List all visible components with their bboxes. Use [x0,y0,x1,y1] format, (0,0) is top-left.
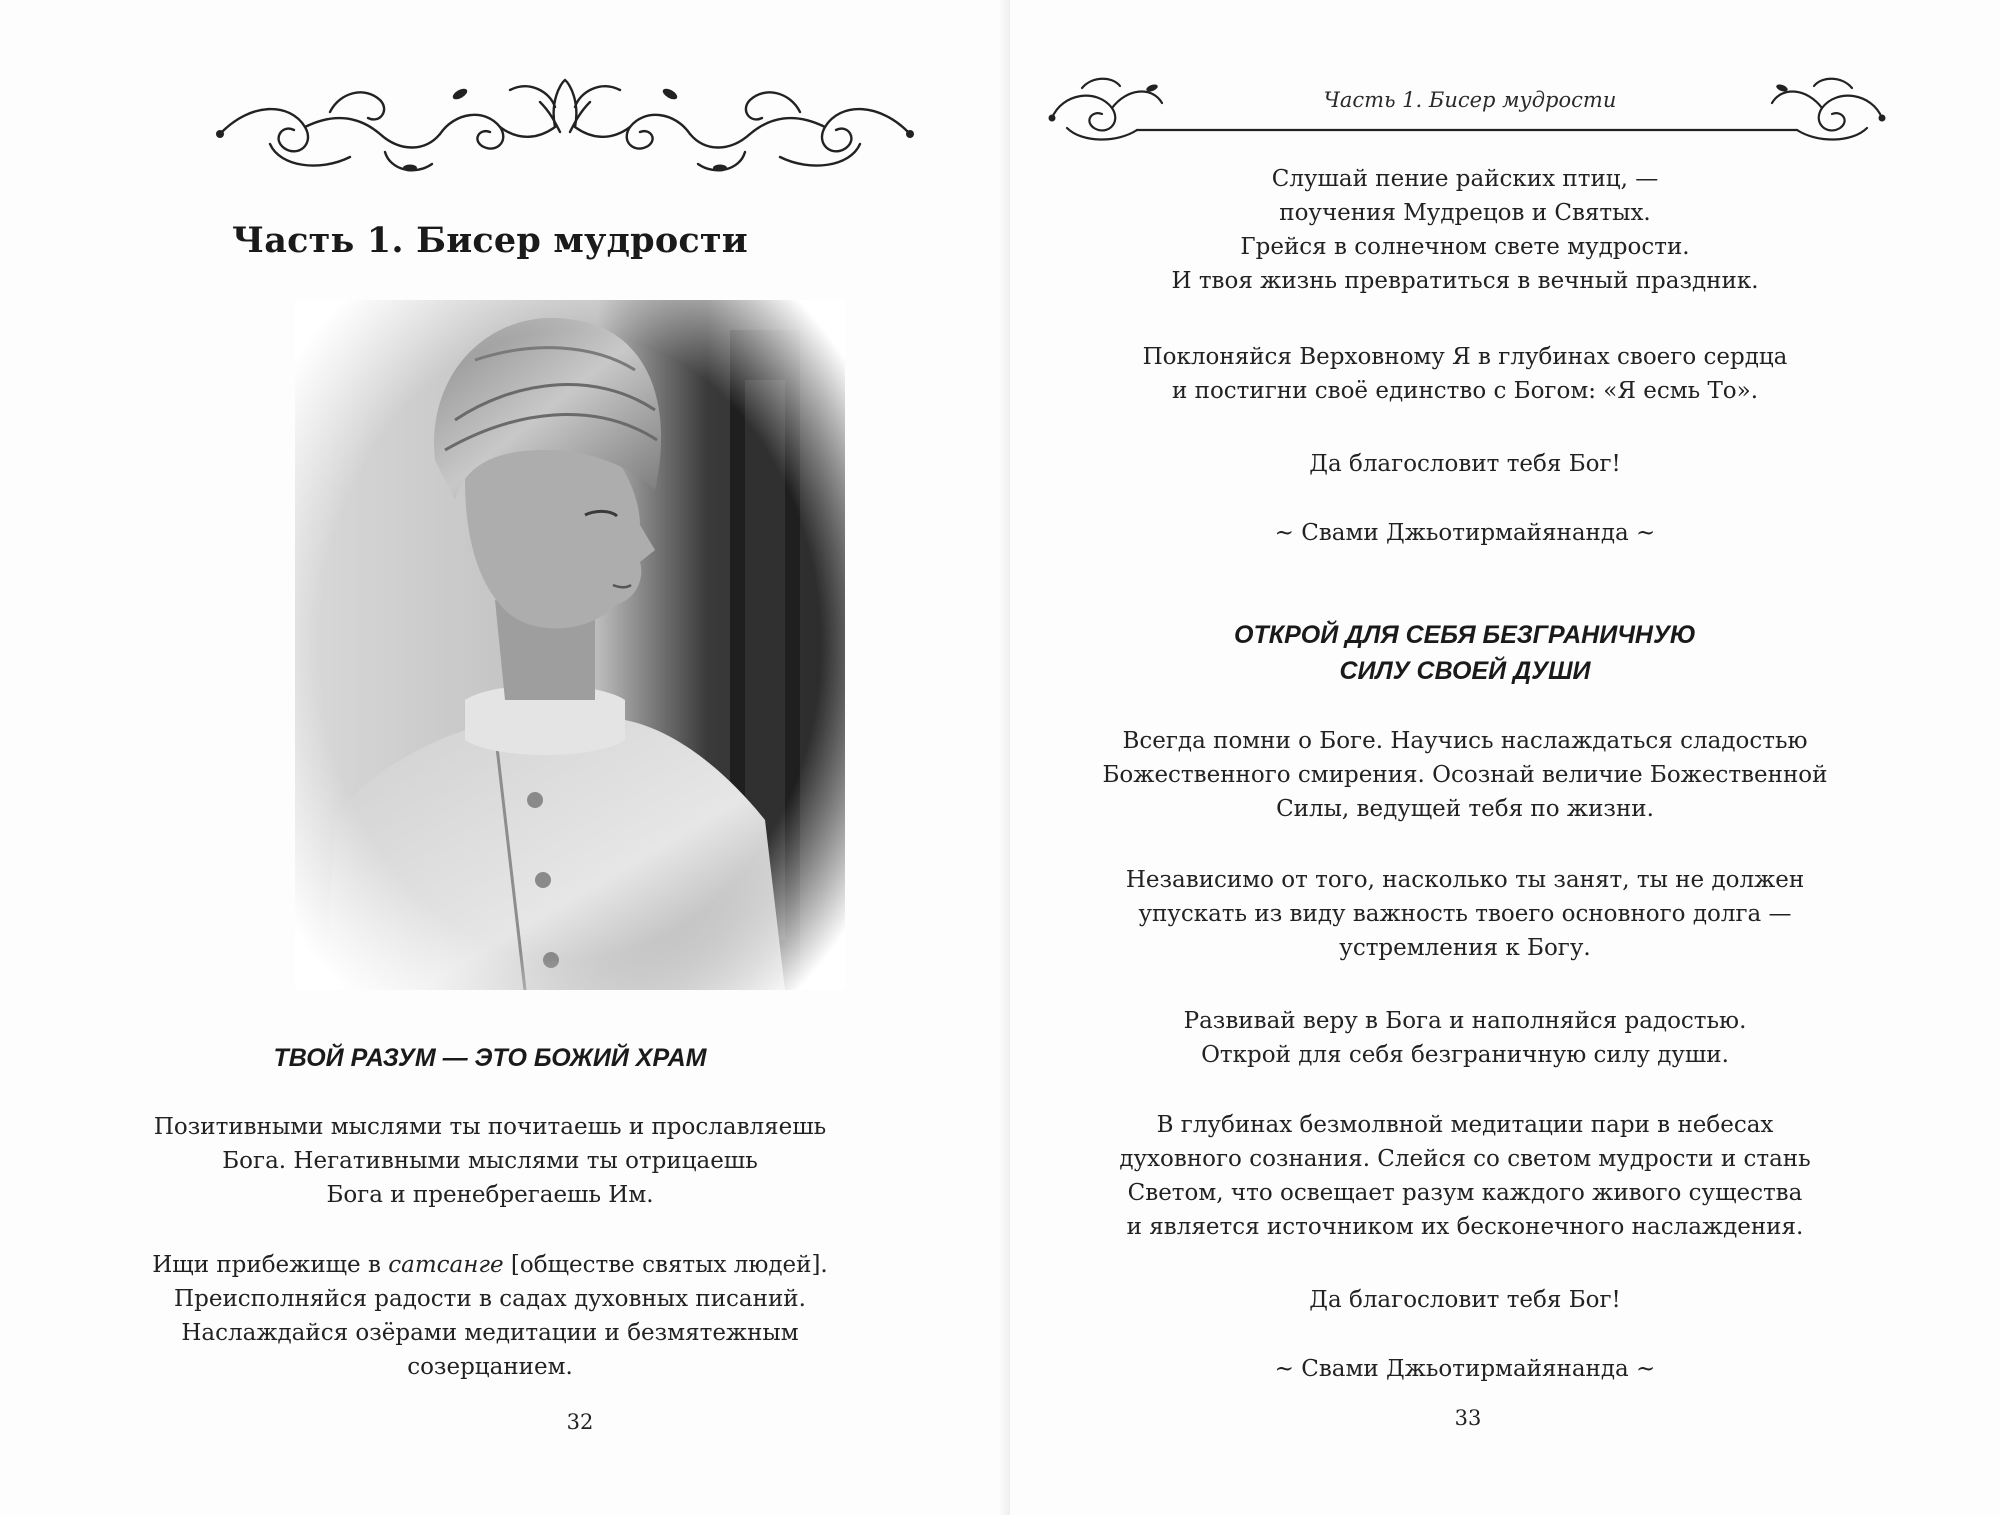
text-line: Всегда помни о Боге. Научись наслаждаться сладостью [1122,728,1808,754]
text-line [100,1248,880,1282]
signature [1060,1352,1870,1386]
text-line: Силы, ведущей тебя по жизни. [1276,796,1654,822]
text-line: Светом, что освещает разум каждого живого существа [1127,1180,1803,1206]
heading-line: ОТКРОЙ ДЛЯ СЕБЯ БЕЗГРАНИЧНУЮ [1234,621,1696,649]
blessing [1060,1283,1870,1317]
text-line: Независимо от того, насколько ты занят, ты не должен [1125,867,1805,893]
text-line: упускать из виду важность твоего основного долга — [1138,901,1792,927]
text-line: Открой для себя безграничную силу души. [1201,1042,1729,1068]
text-line: поучения Мудрецов и Святых. [1279,200,1651,226]
section-heading [1060,617,1870,689]
paragraph [1060,863,1870,965]
text-line: Слушай пение райских птиц, — [1271,166,1659,192]
portrait-photo-icon [295,300,845,990]
text-line: Божественного смирения. Осознай величие Божественной [1102,762,1828,788]
text-fragment: [обществе святых людей]. [503,1252,828,1278]
text-line: Бога и пренебрегаешь Им. [326,1182,654,1208]
paragraph [100,1110,880,1212]
text-line: Бога. Негативными мыслями ты отрицаешь [222,1148,758,1174]
text-line: Да благословит тебя Бог! [1309,1287,1621,1313]
text-line: ~ Свами Джьотирмайянанда ~ [1274,1356,1656,1382]
text-line: ~ Свами Джьотирмайянанда ~ [1274,520,1656,546]
text-line: и постигни своё единство с Богом: «Я есмь То». [1171,378,1759,404]
scroll-ornament-icon [210,72,920,182]
text-line: Позитивными мыслями ты почитаешь и прославляешь [153,1114,827,1140]
text-line: Грейся в солнечном свете мудрости. [1240,234,1690,260]
text-line: И твоя жизнь превратиться в вечный праздник. [1171,268,1759,294]
page-number: 32 [566,1410,594,1434]
paragraph [1060,724,1870,826]
paragraph [100,1248,880,1384]
running-title: Часть 1. Бисер мудрости [1323,88,1617,112]
page-number: 33 [1454,1406,1482,1430]
section-heading: ТВОЙ РАЗУМ — ЭТО БОЖИЙ ХРАМ [273,1044,707,1072]
text-line: созерцанием. [407,1354,573,1380]
text-line: Наслаждайся озёрами медитации и безмятежным [181,1320,799,1346]
heading-line: СИЛУ СВОЕЙ ДУШИ [1339,657,1591,685]
italic-term: сатсанге [388,1252,504,1278]
text-fragment: Ищи прибежище в [152,1252,389,1278]
text-line: Поклоняйся Верховному Я в глубинах своего сердца [1142,344,1788,370]
signature [1060,516,1870,550]
text-line: духовного сознания. Слейся со светом мудрости и стань [1119,1146,1811,1172]
text-line: В глубинах безмолвной медитации пари в небесах [1156,1112,1774,1138]
part-title: Часть 1. Бисер мудрости [232,220,748,261]
paragraph [1060,162,1870,298]
text-line: Преисполняйся радости в садах духовных писаний. [174,1286,806,1312]
text-line: Да благословит тебя Бог! [1309,451,1621,477]
paragraph [1060,340,1870,408]
paragraph [1060,1004,1870,1072]
blessing [1060,447,1870,481]
text-line: и является источником их бесконечного наслаждения. [1126,1214,1804,1240]
text-line: устремления к Богу. [1339,935,1591,961]
paragraph [1060,1108,1870,1244]
text-line: Развивай веру в Бога и наполняйся радостью. [1183,1008,1747,1034]
